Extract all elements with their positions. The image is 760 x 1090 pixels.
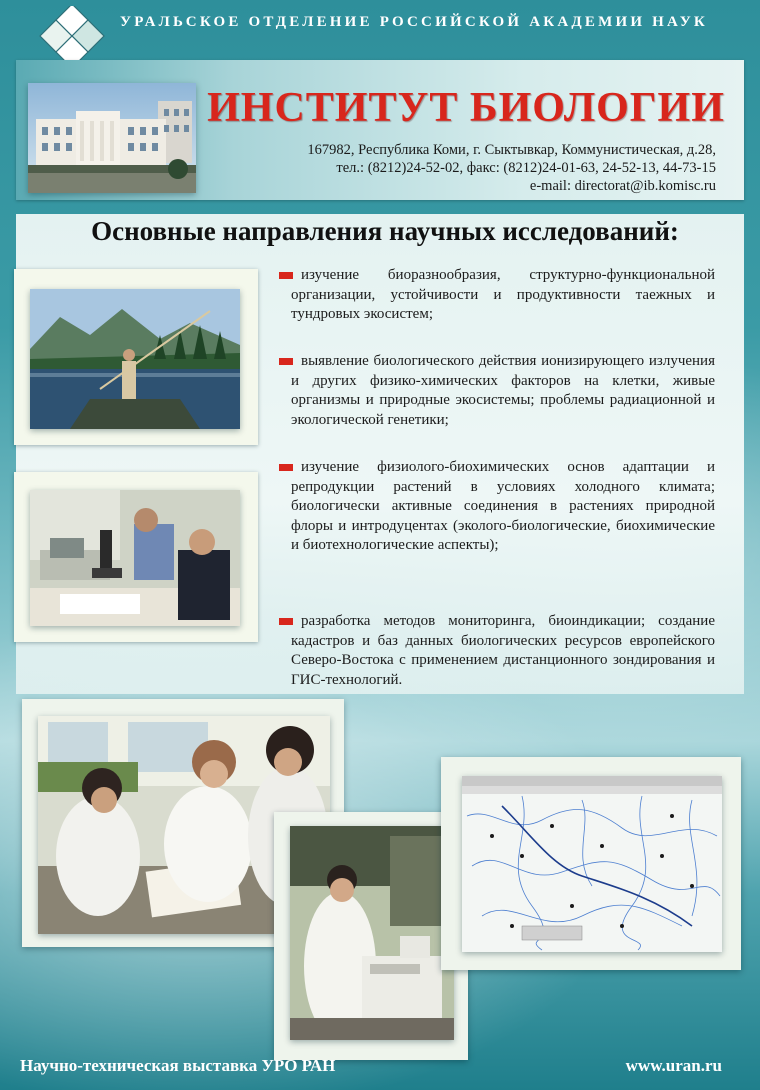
bullet-marker-icon [279, 618, 293, 625]
footer-website-link[interactable]: www.uran.ru [625, 1056, 722, 1075]
direction-item [291, 458, 715, 556]
direction-text: изучение физиолого-биохимических основ адаптации и репродукции растений в условиях холодного климата; биологически активные соединения в растениях природной флоры и интродуцентах (эколого-биологические, биохимические и биотехнологические аспекты); [291, 459, 715, 553]
direction-item [291, 612, 715, 690]
bullet-marker-icon [279, 358, 293, 365]
direction-text: выявление биологического действия ионизирующего излучения и других физико-химических факторов на клетки, живые организмы и природные экосистемы; проблемы радиационной и экологической генетики; [291, 353, 715, 428]
microscope-lab-photo [30, 490, 240, 626]
top-banner: УРАЛЬСКОЕ ОТДЕЛЕНИЕ РОССИЙСКОЙ АКАДЕМИИ НАУК [120, 14, 709, 30]
gis-map-screenshot [462, 776, 722, 952]
uro-ran-logo-icon [26, 6, 110, 66]
direction-text: разработка методов мониторинга, биоиндикации; создание кадастров и баз данных биологических ресурсов европейского Северо-Востока с применением дистанционного зондирования и ГИС-технологий. [291, 613, 715, 688]
bullet-marker-icon [279, 272, 293, 279]
lab-instrument-photo [290, 826, 454, 1040]
institute-email: e-mail: directorat@ib.komisc.ru [529, 178, 716, 194]
bullet-marker-icon [279, 464, 293, 471]
direction-item [291, 266, 715, 325]
institute-title: ИНСТИТУТ БИОЛОГИИ [207, 85, 725, 131]
institute-building-photo [28, 83, 196, 193]
footer-exhibition: Научно-техническая выставка УРО РАН [20, 1056, 336, 1075]
river-boat-photo [30, 289, 240, 429]
institute-phones: тел.: (8212)24-52-02, факс: (8212)24-01-63, 24-52-13, 44-73-15 [336, 160, 716, 176]
institute-address: 167982, Республика Коми, г. Сыктывкар, Коммунистическая, д.28, [307, 142, 716, 158]
direction-item [291, 352, 715, 430]
section-title: Основные направления научных исследований: [91, 216, 679, 246]
direction-text: изучение биоразнообразия, структурно-функциональной организации, устойчивости и продуктивности таежных и тундровых экосистем; [291, 267, 715, 322]
